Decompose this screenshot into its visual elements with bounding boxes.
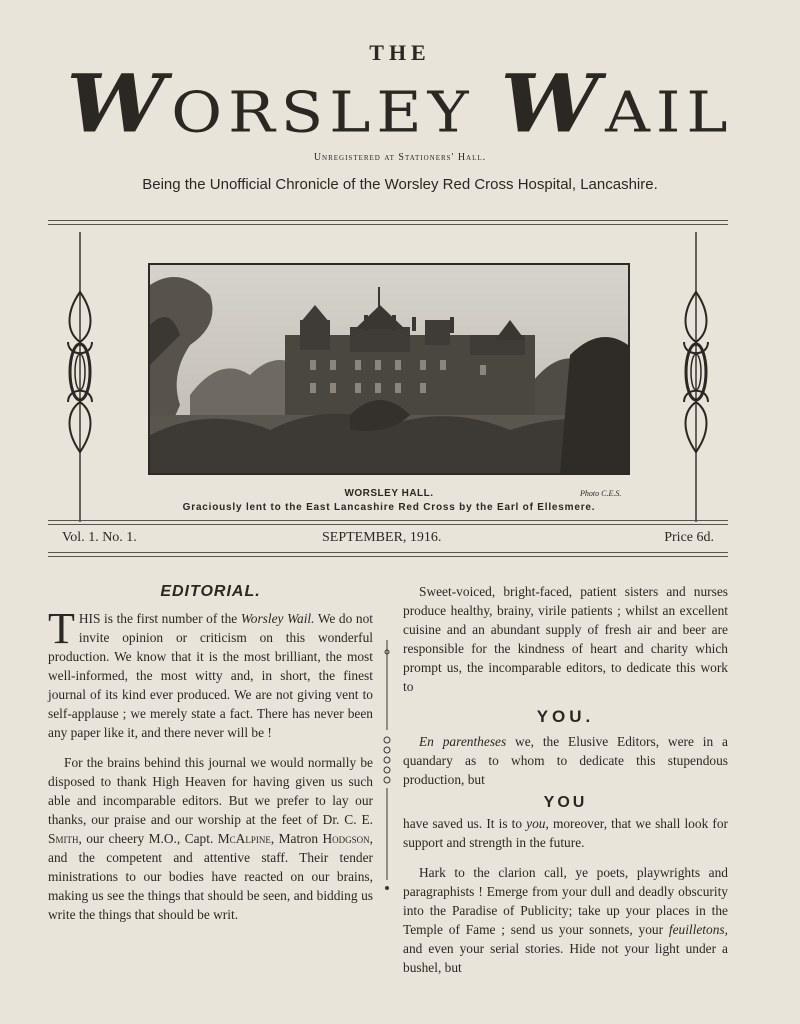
p2-name-smith: Smith (48, 831, 79, 846)
editorial-paragraph-3: Sweet-voiced, bright-faced, patient sisters and nurses produce healthy, brainy, virile patients ; whilst an excellent cuisine and an abundant supply of fresh air and beer are responsible for the kindness of heart and charity which prompt us, the incomparable editors, to dedicate this work to (403, 584, 728, 694)
top-rule-2 (48, 224, 728, 225)
p2-text-a: For the brains behind this journal we would normally be disposed to thank High Heaven for having given us such able and incomparable editors. But we prefer to lay our thanks, our praise and our worship at the feet of Dr. C. E. (48, 755, 373, 827)
masthead-title (0, 56, 800, 153)
p1-text-b: We do not invite opinion or criticism on this wonderful production. We know that it is the most brilliant, the most well-informed, the most witty and, in short, the finest journal of its kind ever produced. We are not giving vent to self-applause ; we merely state a fact. There has never been any paper like it, and there never will be ! (48, 611, 374, 740)
issue-rule-bottom-2 (48, 556, 728, 557)
p4-text: we, the Elusive Editors, were in a quandary as to whom to dedicate this stupendous production, but (403, 734, 728, 787)
p2-text-c: , Matron (270, 831, 323, 846)
right-ornament-icon (678, 232, 714, 522)
p2-text-b: , our cheery M.O., Capt. (78, 831, 218, 846)
issue-rule-top-2 (48, 524, 728, 525)
column-divider-icon (381, 640, 393, 900)
editorial-paragraph-2 (48, 753, 373, 924)
dedication-you-2: YOU (543, 794, 588, 811)
title-cap-1: W (66, 56, 172, 151)
issue-rule-bottom-1 (48, 552, 728, 553)
left-column (48, 582, 373, 935)
photo-caption-line: Graciously lent to the East Lancashire Red Cross by the Earl of Ellesmere. (182, 502, 596, 513)
p2-name-mcalpine: McAlpine (217, 831, 271, 846)
issue-date: SEPTEMBER, 1916. (322, 530, 442, 545)
p6-feuilletons: feuilletons (668, 922, 725, 937)
issue-price: Price 6d. (664, 530, 714, 545)
worsley-hall-photo (148, 263, 630, 475)
masthead-subtitle: Being the Unofficial Chronicle of the Worsley Red Cross Hospital, Lancashire. (142, 176, 658, 193)
p5-text-b: , moreover, that we shall look for support and strength in the future. (403, 816, 728, 850)
unregistered-note: Unregistered at Stationers' Hall. (313, 152, 487, 163)
issue-volume: Vol. 1. No. 1. (62, 530, 137, 545)
p1-journal-title: Worsley Wail. (240, 611, 315, 626)
editorial-paragraph-4 (403, 732, 728, 789)
issue-rule-top-1 (48, 520, 728, 521)
title-part-1: ORSLEY (171, 79, 501, 145)
p1-text-a: HIS is the first number of the (78, 611, 241, 626)
title-part-2: AIL (605, 79, 734, 145)
left-ornament-icon (62, 232, 98, 522)
editorial-heading: EDITORIAL. (160, 583, 261, 600)
masthead-the: THE (369, 40, 431, 65)
p2-text-d: , and the competent and attentive staff. Their tender ministrations to our bodies have reacted on our brains, making us see the things that should be seen, and bidding us write the things that should be writ. (48, 831, 374, 922)
photo-caption-title: WORSLEY HALL. (344, 488, 434, 499)
p6-text-a: Hark to the clarion call, ye poets, playwrights and paragraphists ! Emerge from your dull and deadly obscurity into the Paradise of Publicity; take up your places in the Temple of Fame ; send us your sonnets, your (403, 865, 728, 937)
p2-name-hodgson: Hodgson (322, 831, 370, 846)
editorial-paragraph-1 (48, 604, 374, 742)
photo-credit: Photo C.E.S. (580, 489, 622, 498)
dedication-you-1: YOU. (536, 707, 595, 726)
editorial-paragraph-6 (403, 863, 728, 977)
p4-italic: En parentheses (419, 734, 507, 749)
p6-text-b: , and even your serial stories. Hide not your light under a bushel, but (403, 922, 728, 975)
title-cap-2: W (500, 56, 606, 151)
editorial-paragraph-5 (403, 814, 728, 852)
drop-cap: T (48, 604, 75, 653)
top-rule-1 (48, 220, 728, 221)
p5-you: you (526, 816, 546, 831)
p5-text-a: have saved us. It is to (403, 816, 527, 831)
right-column (403, 582, 728, 988)
